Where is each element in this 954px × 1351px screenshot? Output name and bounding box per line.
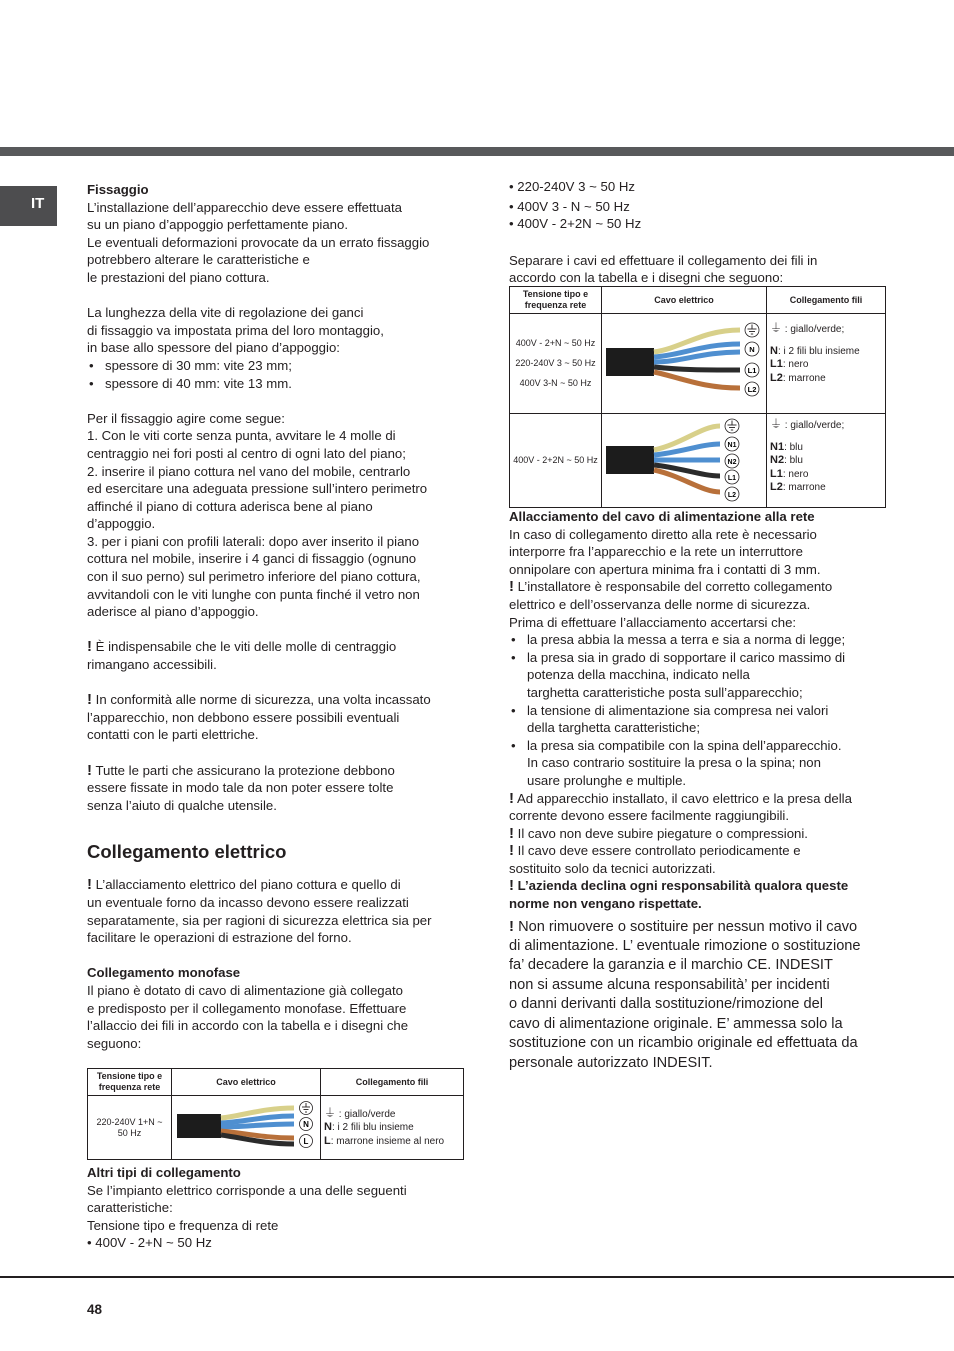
installatore-line: elettrico e dell’osservanza delle norme di sicurezza. bbox=[509, 596, 811, 612]
voltage-cell bbox=[510, 314, 602, 414]
warning-e-line: cavo di alimentazione originale. E’ ammessa solo la bbox=[509, 1015, 843, 1032]
warning-b: ! Il cavo non deve subire piegature o compressioni. bbox=[509, 824, 808, 842]
altri-line: • 400V - 2+N ~ 50 Hz bbox=[87, 1235, 212, 1251]
list-item: • la presa abbia la messa a terra e sia a norma di legge; bbox=[509, 631, 899, 649]
warning-1-cont: rimangano accessibili. bbox=[87, 657, 217, 673]
terminal-label: L2 bbox=[727, 492, 737, 499]
voltage-line: • 400V 3 - N ~ 50 Hz bbox=[509, 198, 630, 214]
warning-2-cont: contatti con le parti elettriche. bbox=[87, 727, 259, 743]
step-line: ed esercitare una adeguata pressione sull’intero perimetro bbox=[87, 481, 428, 497]
warning-d: ! L’azienda declina ogni responsabilità qualora queste bbox=[509, 877, 849, 895]
wire-brown bbox=[654, 372, 740, 388]
ground-icon: ⏚ bbox=[770, 321, 783, 335]
warning-3-cont: essere fissate in modo tale da non poter essere tolte bbox=[87, 780, 394, 796]
allacciamento-line: In caso di collegamento diretto alla rete è necessario bbox=[509, 526, 817, 542]
step-line: 1. Con le viti corte senza punta, avvitare le 4 molle di bbox=[87, 428, 396, 444]
fissaggio-line: L’installazione dell’apparecchio deve essere effettuata bbox=[87, 199, 403, 215]
separare-line: Separare i cavi ed effettuare il collegamento dei fili in bbox=[509, 252, 818, 268]
wire-black bbox=[654, 367, 740, 370]
warning-mark: ! bbox=[509, 789, 514, 807]
cable-sheath bbox=[606, 446, 654, 474]
voltage-option: 400V 3-N ~ 50 Hz bbox=[519, 378, 592, 388]
ground-icon bbox=[300, 1102, 313, 1115]
altri-title: Altri tipi di collegamento bbox=[87, 1165, 241, 1180]
altri-section bbox=[87, 1164, 467, 1252]
separare-line: accordo con la tabella e i disegni che seguono: bbox=[509, 270, 784, 286]
voltage-option: 220-240V 3 ~ 50 Hz bbox=[515, 358, 596, 368]
cable-cell bbox=[172, 1096, 321, 1160]
fissaggio-title: Fissaggio bbox=[87, 182, 149, 197]
monofase-line: seguono: bbox=[87, 1035, 142, 1051]
monofase-line: l’allaccio dei fili in accordo con la tabella e i disegni che bbox=[87, 1018, 409, 1034]
voltage-line: • 220-240V 3 ~ 50 Hz bbox=[509, 179, 635, 194]
left-column bbox=[87, 181, 467, 1052]
altri-line: Se l’impianto elettrico corrisponde a una delle seguenti bbox=[87, 1182, 407, 1198]
list-item: • la tensione di alimentazione sia compresa nei valori della targhetta caratteristiche; bbox=[509, 702, 899, 737]
fissaggio-line: Le eventuali deformazioni provocate da un errato fissaggio bbox=[87, 234, 430, 250]
connection-l: L: marrone insieme al nero bbox=[324, 1134, 445, 1147]
connection-cell bbox=[767, 314, 886, 414]
warning-mark: ! bbox=[509, 824, 514, 842]
warning-e-line: personale autorizzato INDESIT. bbox=[509, 1054, 713, 1071]
monofase-line: e predisposto per il collegamento monofase. Effettuare bbox=[87, 1000, 407, 1016]
installatore-line: Prima di effettuare l’allacciamento accertarsi che: bbox=[509, 614, 797, 630]
warning-c-cont: sostituito solo da tecnici autorizzati. bbox=[509, 860, 716, 876]
connection-ground: ⏚ : giallo/verde; bbox=[770, 417, 845, 431]
ground-icon bbox=[725, 419, 739, 433]
warning-2-cont: l’apparecchio, non debbono essere possibili eventuali bbox=[87, 709, 400, 725]
terminal-label: L bbox=[303, 1137, 309, 1146]
step-line: aderisce al piano d’appoggio. bbox=[87, 604, 259, 620]
cable-sheath bbox=[606, 348, 654, 376]
warning-mark: ! bbox=[509, 917, 514, 935]
list-item: • la presa sia in grado di sopportare il carico massimo di potenza della macchina, indicato nella targhetta caratteristiche posta sull’apparecchio; bbox=[509, 649, 899, 702]
warning-3: ! Tutte le parti che assicurano la protezione debbono bbox=[87, 761, 395, 779]
warning-a: ! Ad apparecchio installato, il cavo elettrico e la presa della bbox=[509, 789, 852, 807]
connection-n2: N2: blu bbox=[770, 454, 803, 466]
terminal-label: N bbox=[749, 345, 755, 354]
monofase-table bbox=[87, 1068, 464, 1160]
warning-mark: ! bbox=[87, 691, 92, 709]
warning-e-line: o danni derivanti dalla sostituzione/rimozione del bbox=[509, 996, 823, 1013]
voltage-line: • 400V - 2+2N ~ 50 Hz bbox=[509, 216, 642, 232]
language-tab: IT bbox=[0, 186, 57, 226]
voltage-cell: 400V - 2+2N ~ 50 Hz bbox=[510, 414, 602, 508]
warning-e-line: sostituzione con un ricambio originale ed effettuata da bbox=[509, 1035, 858, 1052]
warning-e-line: fa’ decadere la garanzia e il marchio CE. INDESIT bbox=[509, 957, 833, 974]
multiphase-table bbox=[509, 286, 886, 508]
vite-line: La lunghezza della vite di regolazione dei ganci bbox=[87, 305, 364, 321]
ground-icon: ⏚ bbox=[324, 1105, 337, 1120]
connection-l1: L1: nero bbox=[770, 358, 809, 370]
voltage-option: 400V - 2+N ~ 50 Hz bbox=[515, 338, 596, 348]
terminal-label: N bbox=[303, 1120, 309, 1129]
page-number: 48 bbox=[87, 1302, 103, 1317]
allacciamento-title: Allacciamento del cavo di alimentazione alla rete bbox=[509, 509, 815, 524]
collegamento-line: separatamente, sia per ragioni di sicurezza elettrica sia per bbox=[87, 912, 432, 928]
warning-e: ! Non rimuovere o sostituire per nessun motivo il cavo di alimentazione. L’ eventuale rimozione o sostituzione fa’ decadere la garanzia e il marchio CE. INDESIT non si assume alcuna responsabilità’ per incidenti o danni derivanti dalla sostituzione/rimozione del cavo di alimentazione originale. E’ ammessa solo la sostituzione con un ricambio originale ed effettuata da personale autorizzato INDESIT. bbox=[509, 917, 899, 1073]
warning-c: ! Il cavo deve essere controllato periodicamente e bbox=[509, 842, 801, 860]
vite-line: in base allo spessore del piano d’appoggio: bbox=[87, 340, 340, 356]
terminal-label: L2 bbox=[747, 385, 757, 394]
list-item: • la presa sia compatibile con la spina dell’apparecchio. In caso contrario sostituire la presa o la spina; non usare prolunghe e multiple. bbox=[509, 737, 899, 790]
warning-mark: ! bbox=[509, 842, 514, 860]
warning-e-line: non si assume alcuna responsabilità’ per incidenti bbox=[509, 976, 830, 993]
wire-blue bbox=[221, 1124, 294, 1127]
step-line: con il suo perno) sul perimetro inferiore del piano cottura, bbox=[87, 569, 421, 585]
step-line: affinché il piano di cottura aderisca bene al piano bbox=[87, 498, 373, 514]
vite-line: di fissaggio va impostata prima del loro montaggio, bbox=[87, 322, 384, 338]
right-column-bottom bbox=[509, 508, 899, 1073]
connection-ground: ⏚ : giallo/verde bbox=[324, 1105, 396, 1120]
collegamento-line: facilitare le operazioni di estrazione del forno. bbox=[87, 930, 352, 946]
cable-diagram bbox=[172, 1096, 318, 1156]
step-line: cottura nel mobile, inserire i 4 ganci di fissaggio (ognuno bbox=[87, 551, 417, 567]
collegamento-title: Collegamento elettrico bbox=[87, 841, 287, 863]
vite-bullets bbox=[87, 357, 467, 392]
warning-2: ! In conformità alle norme di sicurezza, una volta incassato bbox=[87, 691, 431, 709]
warning-mark: ! bbox=[87, 638, 92, 656]
connection-n: N: i 2 fili blu insieme bbox=[770, 344, 860, 357]
connection-cell bbox=[321, 1096, 464, 1160]
cable-diagram bbox=[602, 314, 766, 410]
warning-3-cont: senza l’aiuto di qualche utensile. bbox=[87, 797, 277, 813]
warning-mark: ! bbox=[509, 578, 514, 596]
warning-mark: ! bbox=[87, 876, 92, 894]
voltage-cell: 220-240V 1+N ~ 50 Hz bbox=[88, 1096, 172, 1160]
terminal-label: N2 bbox=[727, 459, 737, 466]
connection-l2: L2: marrone bbox=[770, 371, 826, 384]
cable-sheath bbox=[177, 1114, 221, 1138]
warning-mark: ! bbox=[87, 761, 92, 779]
step-line: 3. per i piani con profili laterali: dopo aver inserito il piano bbox=[87, 533, 420, 549]
fissaggio-line: su un piano d’appoggio perfettamente piano. bbox=[87, 217, 349, 233]
warning-a-cont: corrente devono essere facilmente raggiungibili. bbox=[509, 808, 790, 824]
fissaggio-line: le prestazioni del piano cottura. bbox=[87, 269, 270, 285]
connection-l2: L2: marrone bbox=[770, 481, 826, 493]
terminal-label: N1 bbox=[727, 442, 737, 449]
table-header: Cavo elettrico bbox=[172, 1069, 321, 1096]
monofase-line: Il piano è dotato di cavo di alimentazione già collegato bbox=[87, 982, 403, 998]
table-header: Tensione tipo e frequenza rete bbox=[510, 287, 602, 314]
warning-1: ! È indispensabile che le viti delle molle di centraggio bbox=[87, 638, 397, 656]
ground-icon bbox=[745, 323, 759, 337]
step-line: 2. inserire il piano cottura nel vano del mobile, centrarlo bbox=[87, 463, 411, 479]
collegamento-line: ! L’allacciamento elettrico del piano cottura e quello di bbox=[87, 876, 401, 894]
altri-line: Tensione tipo e frequenza di rete bbox=[87, 1217, 279, 1233]
step-line: avvitandoli con le viti lunghe con punta finché il vetro non bbox=[87, 586, 420, 602]
allacciamento-line: onnipolare con apertura minima fra i contatti di 3 mm. bbox=[509, 561, 821, 577]
ground-icon: ⏚ bbox=[770, 417, 783, 431]
vite-bullet: • spessore di 40 mm: vite 13 mm. bbox=[87, 375, 467, 393]
cable-cell bbox=[602, 314, 767, 414]
step-line: centraggio nei fori posti al centro di ogni lato del piano; bbox=[87, 445, 406, 461]
warning-e-line: di alimentazione. L’ eventuale rimozione o sostituzione bbox=[509, 938, 861, 955]
terminal-label: L1 bbox=[727, 475, 737, 482]
step-line: Per il fissaggio agire come segue: bbox=[87, 410, 285, 426]
table-header: Tensione tipo e frequenza rete bbox=[88, 1069, 172, 1096]
allacciamento-line: interporre fra l’apparecchio e la rete un interruttore bbox=[509, 544, 803, 560]
connection-ground: ⏚ : giallo/verde; bbox=[770, 321, 845, 335]
installatore-line: ! L’installatore è responsabile del corretto collegamento bbox=[509, 578, 833, 596]
checklist bbox=[509, 631, 899, 789]
vite-bullet: • spessore di 30 mm: vite 23 mm; bbox=[87, 357, 467, 375]
table-header: Cavo elettrico bbox=[602, 287, 767, 314]
step-line: d’appoggio. bbox=[87, 516, 156, 532]
bottom-rule bbox=[0, 1276, 954, 1278]
fissaggio-line: potrebbero alterare le caratteristiche e bbox=[87, 252, 310, 268]
table-header: Collegamento fili bbox=[767, 287, 886, 314]
table-header: Collegamento fili bbox=[321, 1069, 464, 1096]
connection-cell bbox=[767, 414, 886, 508]
warning-mark: ! bbox=[509, 877, 514, 895]
altri-line: caratteristiche: bbox=[87, 1200, 173, 1216]
monofase-title: Collegamento monofase bbox=[87, 965, 241, 981]
connection-n: N: i 2 fili blu insieme bbox=[324, 1121, 414, 1134]
terminal-label: L1 bbox=[747, 366, 757, 375]
cable-cell bbox=[602, 414, 767, 508]
connection-n1: N1: blu bbox=[770, 440, 803, 453]
warning-d-cont: norme non vengano rispettate. bbox=[509, 896, 702, 912]
connection-l1: L1: nero bbox=[770, 467, 809, 480]
collegamento-line: un eventuale forno da incasso devono essere realizzati bbox=[87, 894, 409, 910]
top-rule bbox=[0, 147, 954, 156]
cable-diagram bbox=[602, 414, 766, 504]
right-column-top bbox=[509, 178, 889, 287]
